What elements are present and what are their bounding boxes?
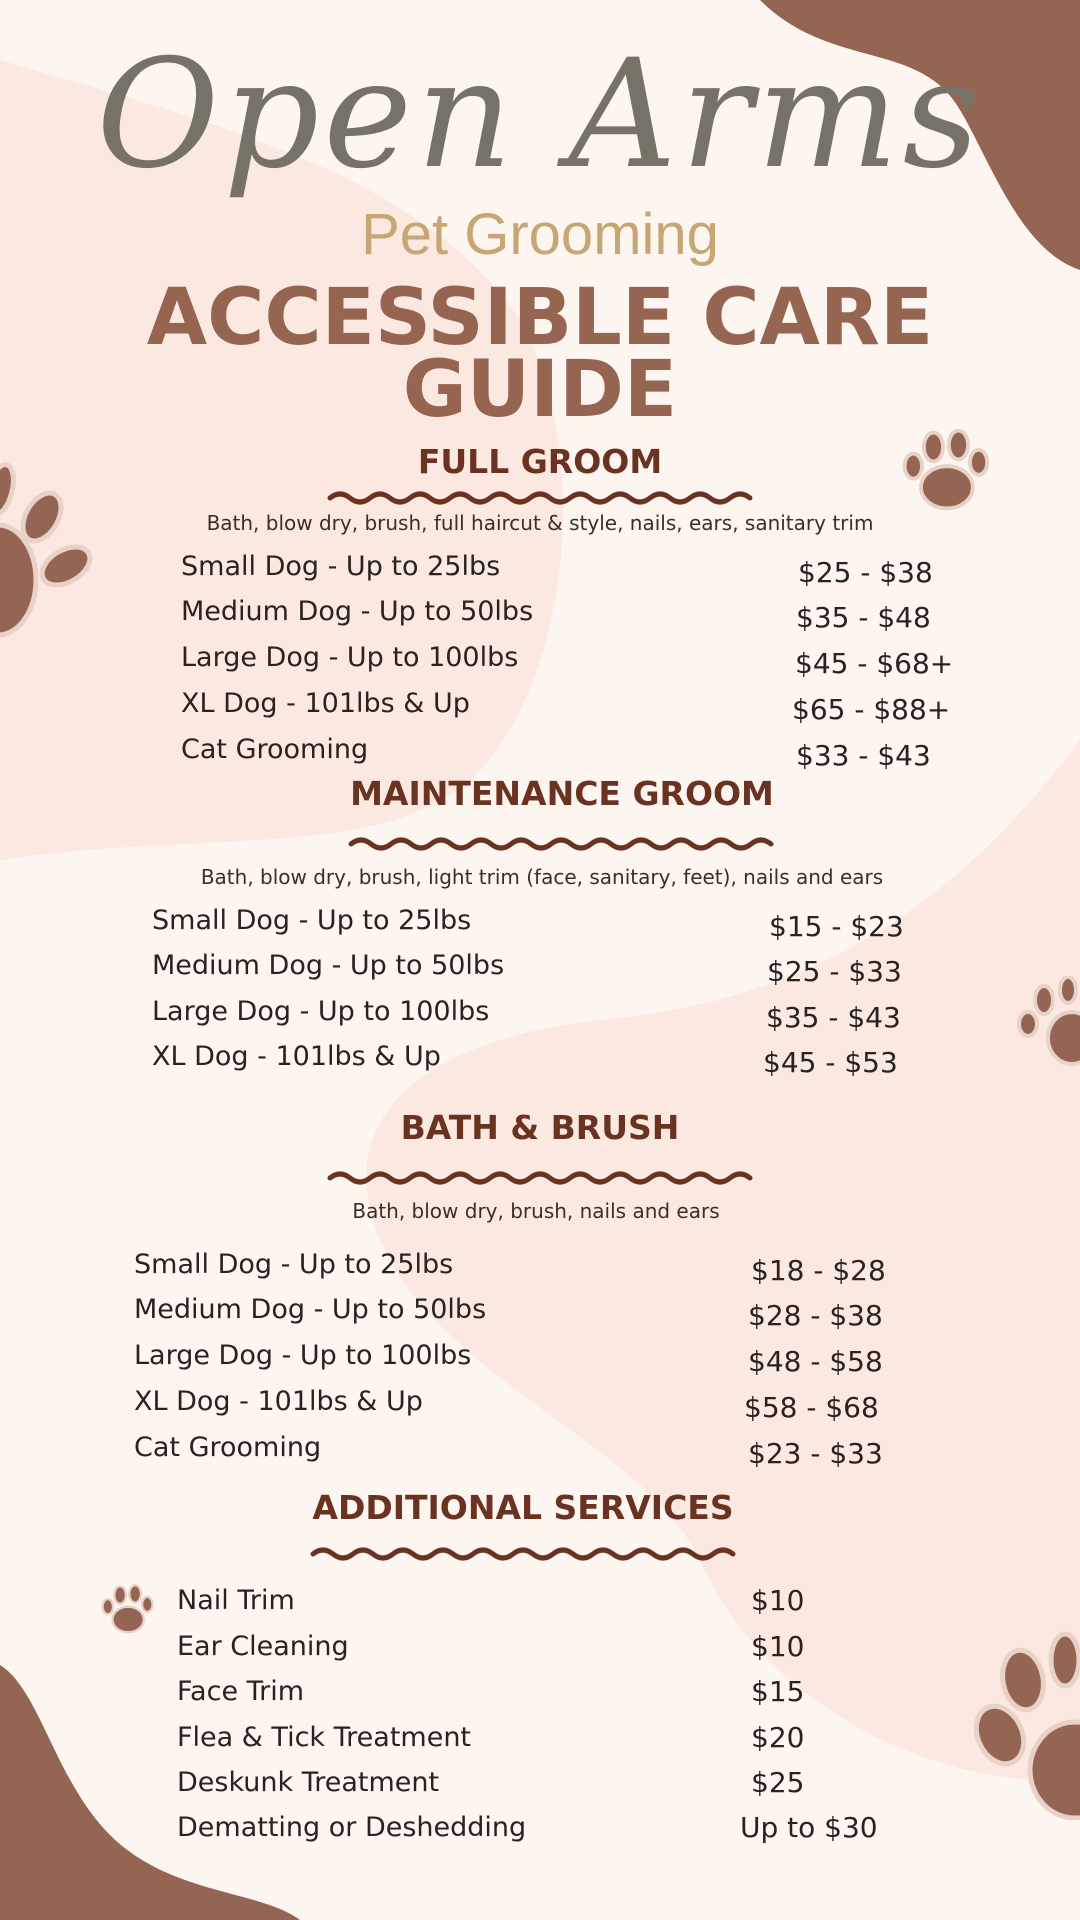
page-title-line-1: ACCESSIBLE CARE <box>146 273 934 363</box>
section-description-bath-brush: Bath, blow dry, brush, nails and ears <box>352 1199 720 1223</box>
wavy-divider <box>308 1544 738 1564</box>
service-label: Small Dog - Up to 25lbs <box>152 905 472 936</box>
service-price: $25 <box>751 1766 805 1799</box>
service-label: Nail Trim <box>177 1585 295 1616</box>
service-label: Large Dog - Up to 100lbs <box>152 996 490 1027</box>
page-title-line-2: GUIDE <box>402 345 678 435</box>
section-description-full-groom: Bath, blow dry, brush, full haircut & style, nails, ears, sanitary trim <box>206 511 874 535</box>
service-price: $58 - $68 <box>744 1391 879 1424</box>
service-price: Up to $30 <box>740 1811 878 1844</box>
service-label: XL Dog - 101lbs & Up <box>152 1041 441 1072</box>
service-price: $48 - $58 <box>748 1345 883 1378</box>
service-label: Medium Dog - Up to 50lbs <box>134 1294 487 1325</box>
service-label: Ear Cleaning <box>177 1631 349 1662</box>
paw-print-icon <box>0 455 100 645</box>
service-price: $10 <box>751 1584 805 1617</box>
service-label: Small Dog - Up to 25lbs <box>181 551 501 582</box>
service-price: $15 - $23 <box>769 910 904 943</box>
service-label: Medium Dog - Up to 50lbs <box>181 596 534 627</box>
service-price: $35 - $43 <box>766 1001 901 1034</box>
service-label: XL Dog - 101lbs & Up <box>134 1386 423 1417</box>
service-price: $25 - $33 <box>767 955 902 988</box>
service-price: $18 - $28 <box>751 1254 886 1287</box>
service-label: Flea & Tick Treatment <box>177 1722 472 1753</box>
service-label: Deskunk Treatment <box>177 1767 440 1798</box>
service-label: Large Dog - Up to 100lbs <box>181 642 519 673</box>
brand-subtitle: Pet Grooming <box>361 202 719 267</box>
light-blob-right <box>366 740 1080 1781</box>
service-label: Small Dog - Up to 25lbs <box>134 1249 454 1280</box>
section-title-full-groom: FULL GROOM <box>417 442 663 481</box>
service-label: Cat Grooming <box>134 1432 322 1463</box>
service-price: $23 - $33 <box>748 1437 883 1470</box>
wavy-divider <box>346 834 776 854</box>
service-price: $25 - $38 <box>798 556 933 589</box>
wavy-divider <box>325 488 755 508</box>
section-description-maintenance-groom: Bath, blow dry, brush, light trim (face, sanitary, feet), nails and ears <box>200 865 884 889</box>
service-price: $15 <box>751 1675 805 1708</box>
service-price: $45 - $53 <box>763 1046 898 1079</box>
service-price: $28 - $38 <box>748 1299 883 1332</box>
service-label: Medium Dog - Up to 50lbs <box>152 950 505 981</box>
service-label: Cat Grooming <box>181 734 369 765</box>
service-price: $10 <box>751 1630 805 1663</box>
service-label: Face Trim <box>177 1676 305 1707</box>
service-price: $33 - $43 <box>796 739 931 772</box>
service-price: $20 <box>751 1721 805 1754</box>
wavy-divider <box>325 1168 755 1188</box>
paw-print-icon <box>965 1630 1080 1820</box>
service-label: XL Dog - 101lbs & Up <box>181 688 470 719</box>
service-label: Dematting or Deshedding <box>177 1812 527 1843</box>
paw-print-icon <box>890 422 1000 518</box>
page-title <box>0 273 1080 435</box>
brand-script-name: Open Arms <box>96 28 984 202</box>
paw-print-icon <box>1014 976 1080 1066</box>
service-price: $65 - $88+ <box>792 693 951 726</box>
service-label: Large Dog - Up to 100lbs <box>134 1340 472 1371</box>
section-title-maintenance-groom: MAINTENANCE GROOM <box>350 774 774 813</box>
section-title-bath-brush: BATH & BRUSH <box>400 1108 680 1147</box>
service-price: $35 - $48 <box>796 601 931 634</box>
service-price: $45 - $68+ <box>795 647 954 680</box>
paw-print-icon <box>96 1580 158 1638</box>
section-title-additional-services: ADDITIONAL SERVICES <box>312 1488 734 1527</box>
